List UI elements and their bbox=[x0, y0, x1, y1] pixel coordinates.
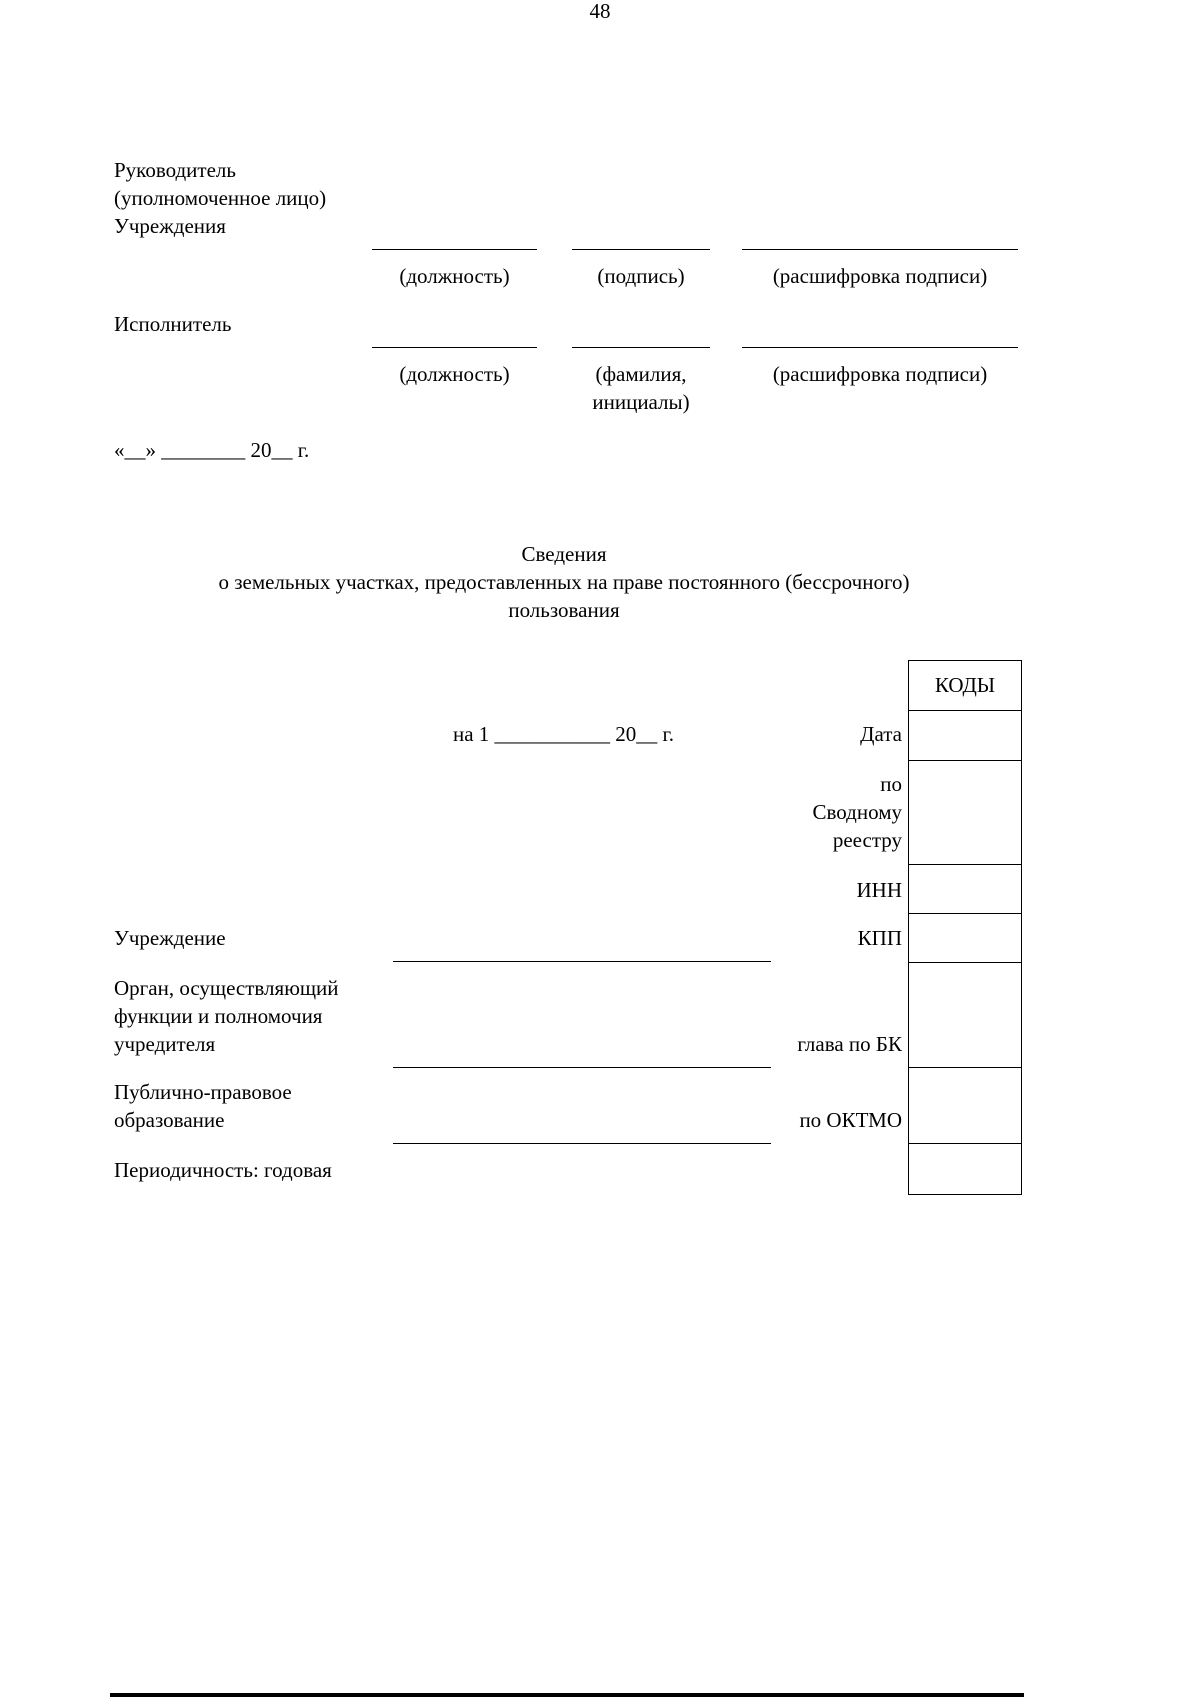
periodicity-label: Периодичность: годовая bbox=[114, 1158, 332, 1182]
executor-position-caption: (должность) bbox=[399, 362, 510, 386]
institution-input-line[interactable] bbox=[393, 961, 771, 962]
executor-name-caption-line-1: (фамилия, bbox=[595, 362, 687, 386]
codes-divider bbox=[909, 864, 1021, 865]
head-label-line-2: (уполномоченное лицо) bbox=[114, 186, 327, 210]
head-decoding-line[interactable] bbox=[742, 249, 1018, 250]
public-entity-input-line[interactable] bbox=[393, 1143, 771, 1144]
head-position-caption: (должность) bbox=[399, 264, 510, 288]
head-position-line[interactable] bbox=[372, 249, 537, 250]
codes-table bbox=[908, 660, 1022, 1195]
founder-input-line[interactable] bbox=[393, 1067, 771, 1068]
executor-label: Исполнитель bbox=[114, 312, 232, 336]
head-label-line-1: Руководитель bbox=[114, 158, 236, 182]
founder-label-line-3: учредителя bbox=[114, 1032, 216, 1056]
codes-divider bbox=[909, 760, 1021, 761]
codes-divider bbox=[909, 913, 1021, 914]
codes-divider bbox=[909, 710, 1021, 711]
executor-decoding-line[interactable] bbox=[742, 347, 1018, 348]
codes-header: КОДЫ bbox=[934, 673, 996, 697]
code-label-chapter: глава по БК bbox=[797, 1032, 902, 1056]
public-entity-label-line-1: Публично-правовое bbox=[114, 1080, 292, 1104]
executor-position-line[interactable] bbox=[372, 347, 537, 348]
head-decoding-caption: (расшифровка подписи) bbox=[772, 264, 988, 288]
founder-label-line-2: функции и полномочия bbox=[114, 1004, 323, 1028]
report-date[interactable]: на 1 ___________ 20__ г. bbox=[453, 722, 675, 746]
executor-name-caption-line-2: инициалы) bbox=[592, 390, 690, 414]
footer-rule bbox=[110, 1693, 1024, 1697]
code-label-registry-line-3: реестру bbox=[832, 828, 902, 852]
signing-date[interactable]: «__» ________ 20__ г. bbox=[114, 438, 310, 462]
executor-name-line[interactable] bbox=[572, 347, 710, 348]
founder-label-line-1: Орган, осуществляющий bbox=[114, 976, 339, 1000]
executor-decoding-caption: (расшифровка подписи) bbox=[772, 362, 988, 386]
code-label-date: Дата bbox=[860, 722, 902, 746]
page-number: 48 bbox=[589, 0, 611, 23]
code-label-inn: ИНН bbox=[856, 878, 902, 902]
codes-divider bbox=[909, 1067, 1021, 1068]
codes-divider bbox=[909, 1143, 1021, 1144]
head-label-line-3: Учреждения bbox=[114, 214, 226, 238]
head-signature-line[interactable] bbox=[572, 249, 710, 250]
institution-label: Учреждение bbox=[114, 926, 226, 950]
codes-divider bbox=[909, 962, 1021, 963]
document-subtitle-line-2: пользования bbox=[508, 598, 620, 622]
document-title: Сведения bbox=[521, 542, 607, 566]
code-label-registry-line-1: по bbox=[880, 772, 902, 796]
code-label-registry-line-2: Сводному bbox=[812, 800, 902, 824]
head-signature-caption: (подпись) bbox=[597, 264, 685, 288]
code-label-oktmo: по ОКТМО bbox=[799, 1108, 902, 1132]
document-subtitle-line-1: о земельных участках, предоставленных на праве постоянного (бессрочного) bbox=[218, 570, 910, 594]
public-entity-label-line-2: образование bbox=[114, 1108, 225, 1132]
code-label-kpp: КПП bbox=[857, 926, 902, 950]
